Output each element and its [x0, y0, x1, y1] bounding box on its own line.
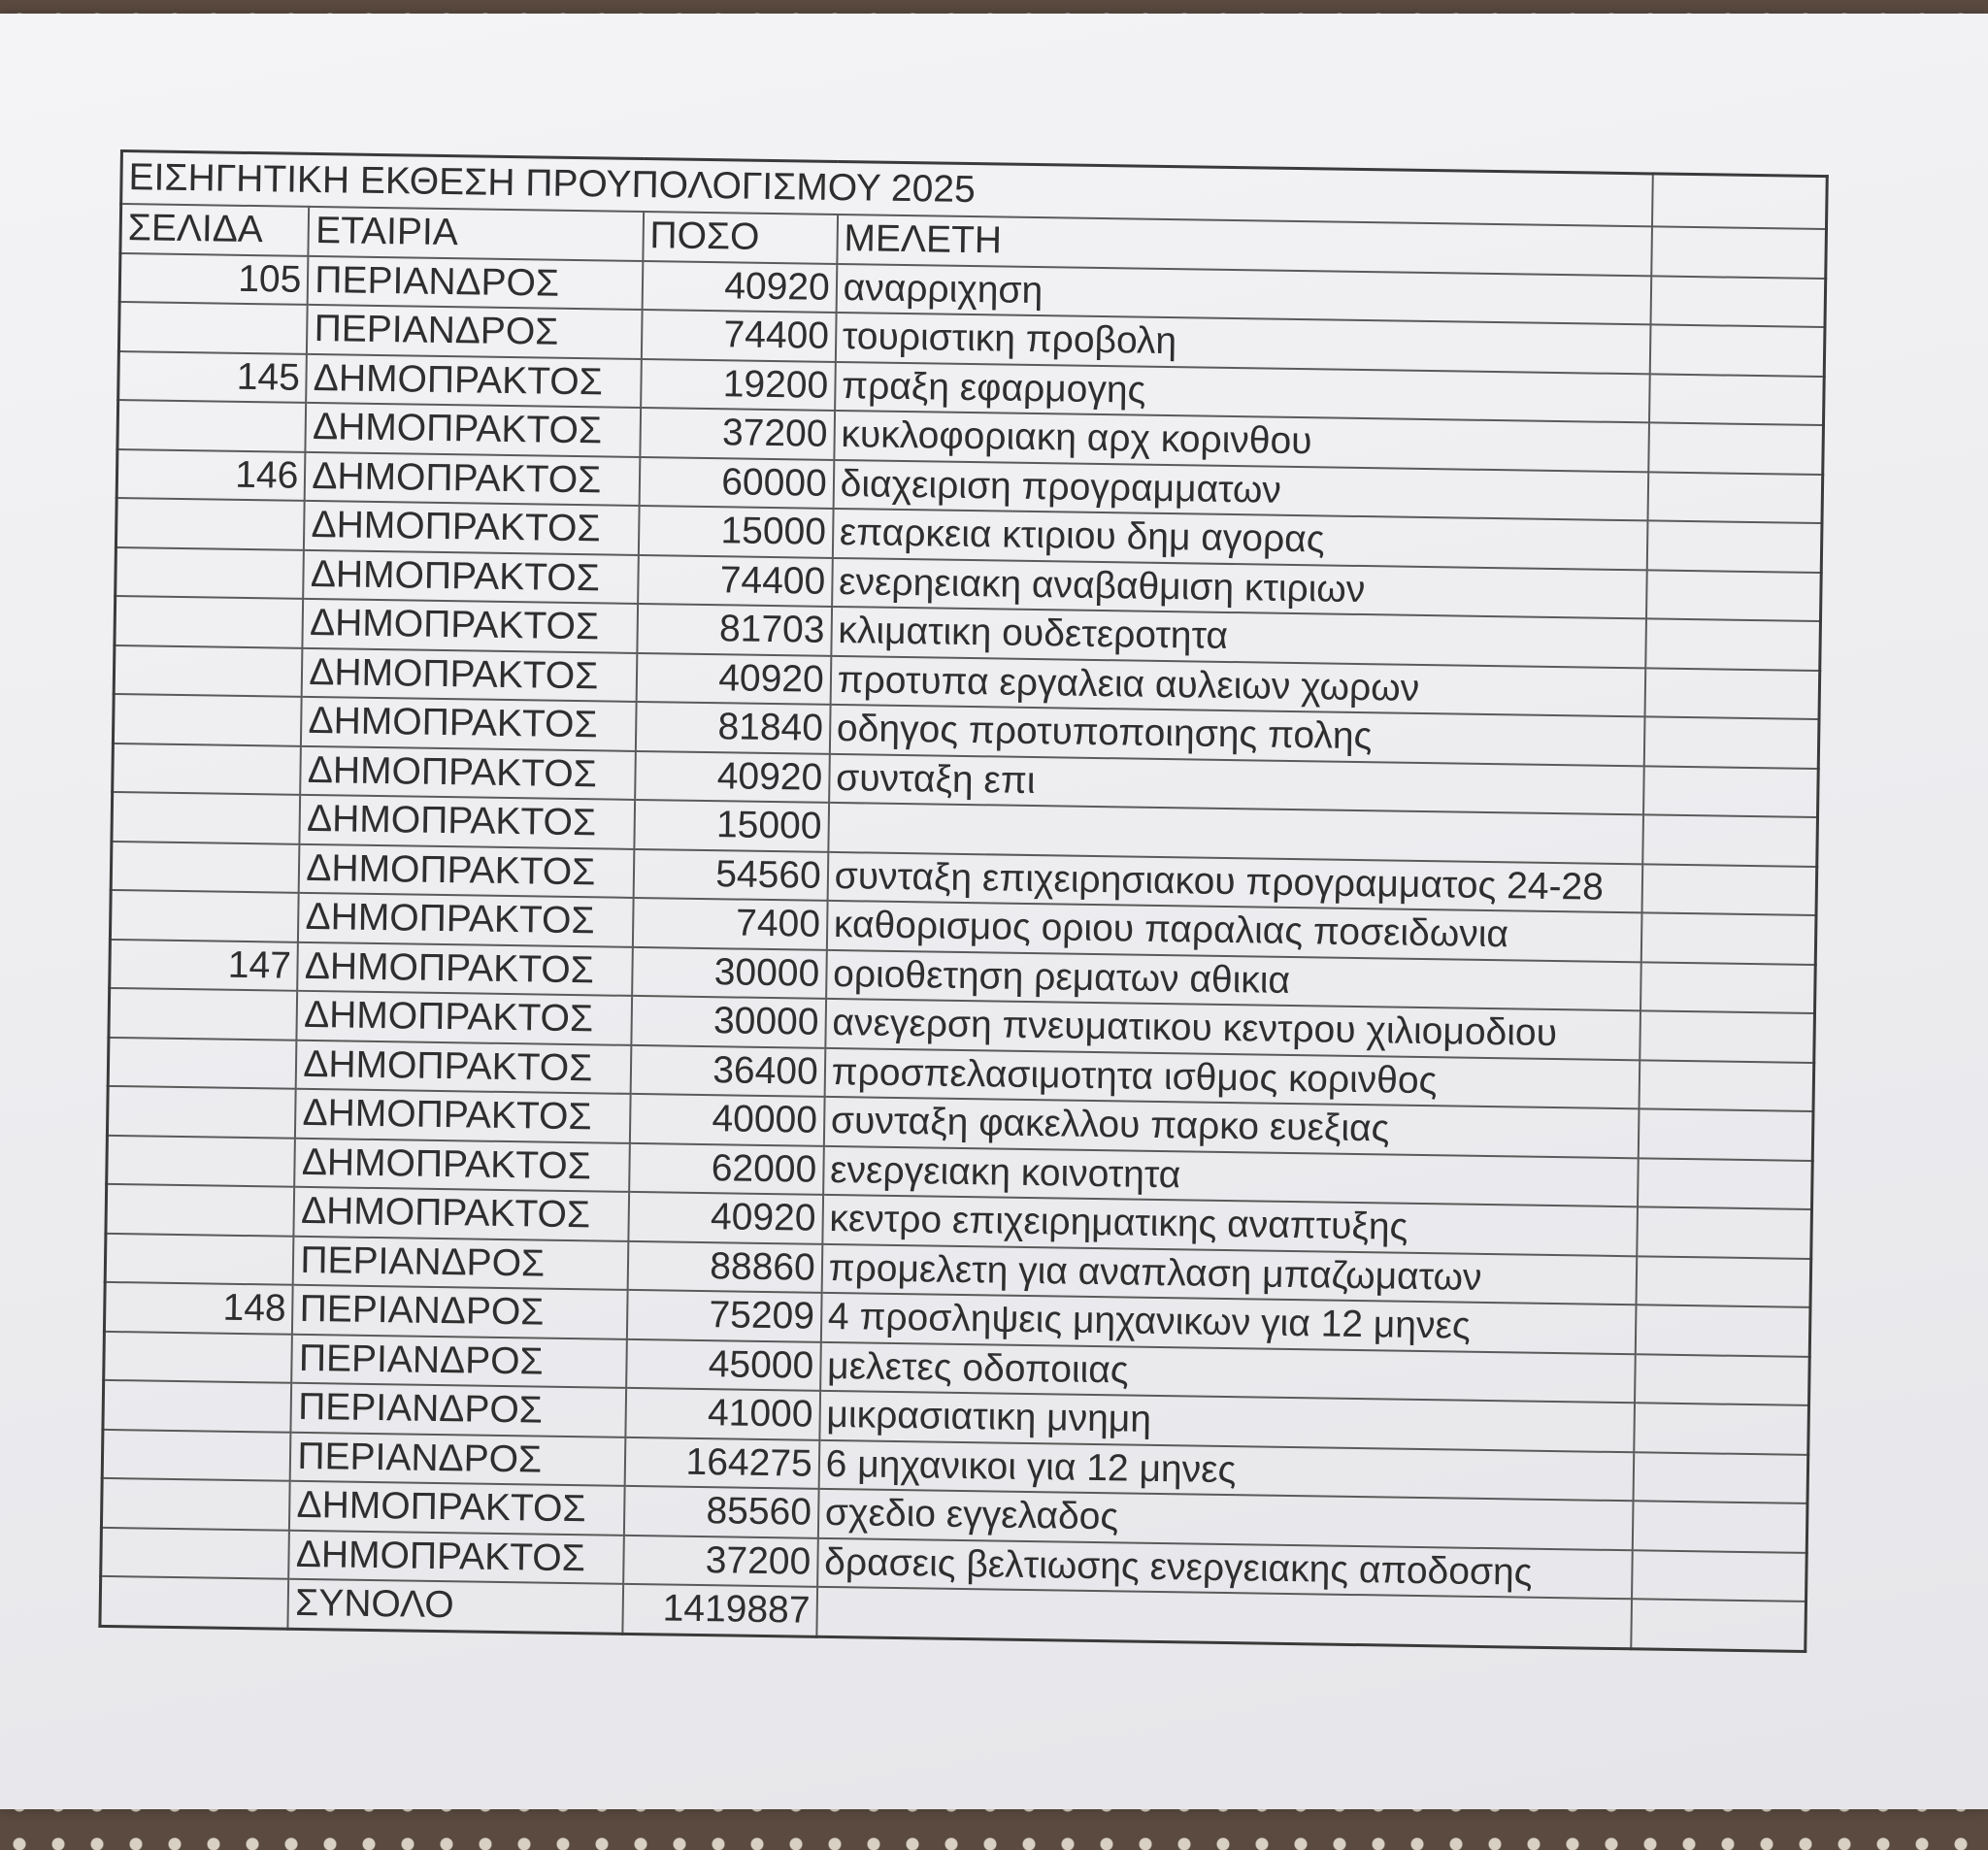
amount-cell: 85560: [624, 1486, 819, 1537]
page-cell: [107, 1135, 296, 1186]
page-cell: [104, 1331, 293, 1382]
amount-cell: 40920: [636, 652, 831, 704]
study-cell: κλιματικη ουδετεροτητα: [831, 607, 1646, 668]
empty-cell: [1651, 226, 1826, 278]
page-cell: [110, 890, 299, 942]
empty-cell: [1651, 276, 1826, 327]
company-cell: ΔΗΜΟΠΡΑΚΤΟΣ: [289, 1530, 624, 1584]
study-cell: δρασεις βελτιωσης ενεργειακης αποδοσης: [817, 1537, 1633, 1599]
study-cell: καθορισμος οριου παραλιας ποσειδωνια: [827, 901, 1642, 962]
empty-cell: [1643, 766, 1818, 817]
page-cell: [101, 1478, 290, 1530]
header-page: ΣΕΛΙΔΑ: [120, 204, 310, 255]
page-cell: [118, 302, 308, 353]
amount-cell: 81703: [637, 604, 832, 655]
amount-cell: 40920: [635, 750, 830, 802]
company-cell: ΔΗΜΟΠΡΑΚΤΟΣ: [302, 647, 637, 702]
empty-cell: [1639, 1108, 1813, 1160]
paper-sheet: [0, 14, 1988, 1809]
empty-cell: [1636, 1305, 1810, 1356]
page-cell: [108, 1037, 297, 1088]
company-cell: ΔΗΜΟΠΡΑΚΤΟΣ: [299, 843, 634, 898]
company-cell: ΠΕΡΙΑΝΔΡΟΣ: [292, 1334, 627, 1388]
study-cell: προμελετη για αναπλαση μπαζωματων: [821, 1243, 1637, 1305]
page-cell: 148: [104, 1282, 293, 1334]
total-amount: 1419887: [622, 1584, 817, 1636]
amount-cell: 37200: [640, 408, 835, 459]
page-cell: [115, 596, 304, 647]
study-cell: συνταξη επι: [829, 753, 1644, 814]
study-cell: διαχειριση προγραμματων: [833, 459, 1648, 520]
amount-cell: 40000: [630, 1094, 825, 1145]
amount-cell: 74400: [638, 554, 833, 606]
budget-table-container: [98, 149, 1828, 1652]
company-cell: ΔΗΜΟΠΡΑΚΤΟΣ: [306, 403, 641, 457]
company-cell: ΠΕΡΙΑΝΔΡΟΣ: [308, 255, 643, 310]
page-cell: [114, 644, 303, 696]
page-cell: 146: [116, 448, 306, 500]
empty-cell: [1641, 912, 1816, 964]
study-cell: 6 μηχανικοι για 12 μηνες: [818, 1439, 1634, 1501]
page-cell: [113, 743, 302, 794]
amount-cell: 30000: [631, 996, 826, 1047]
study-cell: οδηγος προτυποποιησης πολης: [830, 705, 1645, 766]
page-cell: [111, 841, 300, 892]
study-cell: ενεργειακη κοινοτητα: [823, 1145, 1639, 1206]
amount-cell: 45000: [626, 1338, 821, 1390]
company-cell: ΔΗΜΟΠΡΑΚΤΟΣ: [300, 795, 635, 849]
page-cell: [102, 1429, 291, 1480]
amount-cell: 60000: [639, 456, 834, 508]
header-company: ΕΤΑΙΡΙΑ: [309, 207, 644, 261]
study-cell: οριοθετηση ρεματων αθικια: [826, 949, 1641, 1010]
study-cell: κυκλοφοριακη αρχ κορινθου: [834, 411, 1649, 472]
page-cell: [103, 1380, 292, 1432]
company-cell: ΔΗΜΟΠΡΑΚΤΟΣ: [303, 549, 638, 604]
page-cell: [101, 1527, 290, 1578]
amount-cell: 15000: [634, 800, 829, 851]
empty-cell: [100, 1576, 289, 1629]
study-cell: κεντρο επιχειρηματικης αναπτυξης: [822, 1195, 1638, 1256]
page-cell: [109, 988, 298, 1040]
company-cell: ΔΗΜΟΠΡΑΚΤΟΣ: [298, 942, 633, 996]
budget-table: [98, 149, 1828, 1652]
amount-cell: 75209: [627, 1290, 822, 1341]
empty-cell: [1634, 1403, 1808, 1454]
study-cell: αναρριχηση: [836, 263, 1651, 324]
empty-cell: [1635, 1354, 1809, 1405]
amount-cell: 37200: [623, 1535, 818, 1586]
company-cell: ΠΕΡΙΑΝΔΡΟΣ: [293, 1236, 628, 1290]
page-cell: [113, 694, 302, 745]
company-cell: ΠΕΡΙΑΝΔΡΟΣ: [307, 305, 642, 359]
amount-cell: 88860: [627, 1240, 822, 1292]
empty-cell: [1642, 864, 1817, 915]
study-cell: μελετες οδοποιιας: [820, 1341, 1636, 1403]
company-cell: ΠΕΡΙΑΝΔΡΟΣ: [290, 1432, 625, 1486]
empty-cell: [1650, 324, 1825, 376]
total-label: ΣΥΝΟΛΟ: [288, 1579, 623, 1634]
page-cell: 147: [110, 939, 299, 990]
empty-cell: [1644, 716, 1819, 768]
company-cell: ΔΗΜΟΠΡΑΚΤΟΣ: [305, 451, 640, 506]
empty-cell: [1645, 668, 1820, 719]
amount-cell: 19200: [641, 358, 836, 410]
empty-cell: [1632, 1550, 1806, 1602]
study-cell: ενερηειακη αναβαθμιση κτιριων: [832, 557, 1647, 618]
empty-cell: [1633, 1501, 1807, 1552]
amount-cell: 40920: [642, 260, 837, 312]
amount-cell: 41000: [625, 1388, 820, 1439]
company-cell: ΔΗΜΟΠΡΑΚΤΟΣ: [297, 991, 632, 1045]
amount-cell: 30000: [632, 946, 827, 998]
page-cell: [112, 792, 301, 843]
empty-cell: [1649, 374, 1824, 425]
study-cell: συνταξη επιχειρησιακου προγραμματος 24-28: [827, 851, 1642, 912]
company-cell: ΔΗΜΟΠΡΑΚΤΟΣ: [289, 1481, 624, 1536]
empty-cell: [1642, 814, 1817, 866]
amount-cell: 62000: [629, 1142, 824, 1194]
company-cell: ΠΕΡΙΑΝΔΡΟΣ: [291, 1383, 626, 1437]
page-cell: 105: [119, 253, 309, 305]
study-cell: πραξη εφαρμογης: [835, 361, 1650, 422]
study-cell: τουριστικη προβολη: [836, 313, 1651, 374]
amount-cell: 54560: [633, 848, 828, 900]
page-cell: [106, 1184, 295, 1236]
empty-cell: [1646, 570, 1821, 621]
company-cell: ΔΗΜΟΠΡΑΚΤΟΣ: [306, 353, 641, 408]
page-cell: 145: [118, 350, 308, 402]
amount-cell: 81840: [636, 702, 831, 753]
study-cell: ανεγερση πνευματικου κεντρου χιλιομοδιου: [825, 999, 1640, 1060]
amount-cell: 40920: [628, 1192, 823, 1243]
header-study: ΜΕΛΕΤΗ: [837, 215, 1652, 276]
study-cell: μικρασιατικη μνημη: [819, 1391, 1635, 1452]
amount-cell: 15000: [639, 506, 834, 557]
amount-cell: 7400: [633, 898, 828, 949]
study-cell: επαρκεια κτιριου δημ αγορας: [833, 509, 1648, 570]
company-cell: ΔΗΜΟΠΡΑΚΤΟΣ: [304, 501, 639, 555]
company-cell: ΔΗΜΟΠΡΑΚΤΟΣ: [303, 599, 638, 653]
empty-cell: [1648, 422, 1823, 474]
company-cell: ΔΗΜΟΠΡΑΚΤΟΣ: [301, 745, 636, 800]
empty-cell: [1645, 618, 1820, 670]
empty-cell: [1631, 1599, 1806, 1651]
study-cell: 4 προσληψεις μηχανικων για 12 μηνες: [821, 1293, 1637, 1354]
page-cell: [105, 1233, 294, 1284]
company-cell: ΔΗΜΟΠΡΑΚΤΟΣ: [296, 1040, 631, 1094]
study-cell: συνταξη φακελλου παρκο ευεξιας: [824, 1097, 1640, 1158]
empty-cell: [1640, 962, 1815, 1013]
company-cell: ΔΗΜΟΠΡΑΚΤΟΣ: [295, 1138, 630, 1192]
company-cell: ΔΗΜΟΠΡΑΚΤΟΣ: [298, 893, 633, 947]
page-cell: [116, 546, 305, 598]
amount-cell: 164275: [624, 1437, 819, 1488]
empty-cell: [1648, 472, 1823, 523]
company-cell: ΔΗΜΟΠΡΑΚΤΟΣ: [294, 1187, 629, 1241]
company-cell: ΔΗΜΟΠΡΑΚΤΟΣ: [295, 1089, 630, 1143]
empty-cell: [1640, 1060, 1814, 1111]
study-cell: σχεδιο εγγελαδος: [818, 1489, 1634, 1550]
study-cell: προσπελασιμοτητα ισθμος κορινθος: [824, 1047, 1640, 1108]
amount-cell: 74400: [642, 310, 837, 361]
empty-cell: [1634, 1452, 1808, 1503]
page-cell: [117, 400, 307, 451]
amount-cell: 36400: [630, 1044, 825, 1096]
company-cell: ΠΕΡΙΑΝΔΡΟΣ: [292, 1285, 627, 1339]
empty-cell: [1637, 1256, 1811, 1307]
empty-cell: [1652, 174, 1827, 229]
empty-cell: [1647, 520, 1822, 572]
empty-cell: [1640, 1010, 1814, 1062]
document-title: ΕΙΣΗΓΗΤΙΚΗ ΕΚΘΕΣΗ ΠΡΟΥΠΟΛΟΓΙΣΜΟΥ 2025: [121, 151, 1653, 227]
study-cell: προτυπα εργαλεια αυλειων χωρων: [830, 655, 1645, 716]
company-cell: ΔΗΜΟΠΡΑΚΤΟΣ: [301, 697, 636, 751]
empty-cell: [1638, 1158, 1812, 1209]
header-amount: ΠΟΣΟ: [643, 212, 838, 263]
page-cell: [116, 498, 305, 549]
page-cell: [107, 1086, 296, 1138]
empty-cell: [1637, 1206, 1811, 1258]
